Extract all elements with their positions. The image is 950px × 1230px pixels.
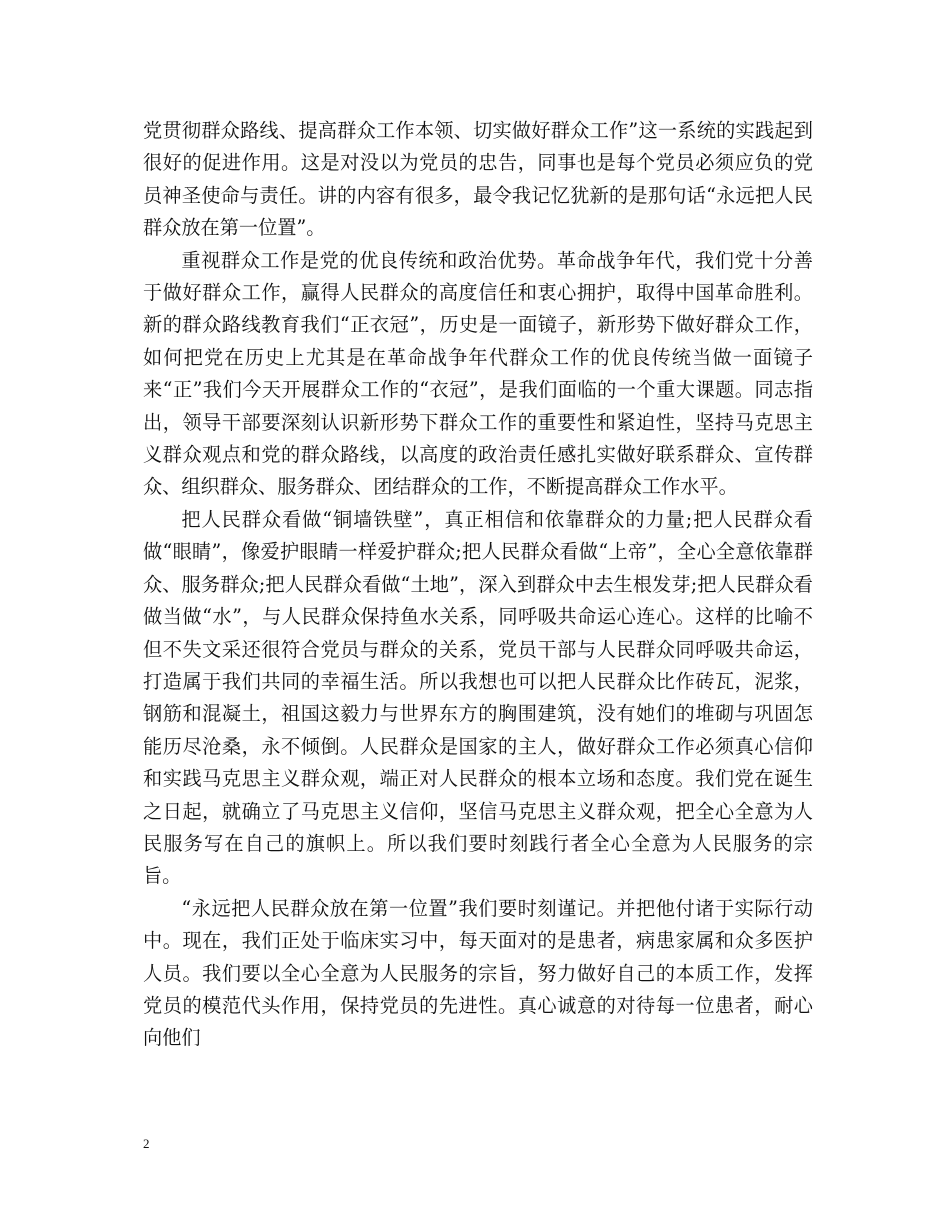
paragraph-1: 党贯彻群众路线、提高群众工作本领、切实做好群众工作”这一系统的实践起到很好的促进作用。这是对没以为党员的忠告，同事也是每个党员必须应负的党员神圣使命与责任。讲的内容有很多，最令我记忆犹新的是那句话“永远把人民群众放在第一位置”。: [143, 119, 813, 240]
body-text: [143, 115, 813, 1055]
paragraph-2: 重视群众工作是党的优良传统和政治优势。革命战争年代，我们党十分善于做好群众工作，赢得人民群众的高度信任和衷心拥护，取得中国革命胜利。新的群众路线教育我们“正衣冠”，历史是一面镜子，新形势下做好群众工作，如何把党在历史上尤其是在革命战争年代群众工作的优良传统当做一面镜子来“正”我们今天开展群众工作的“衣冠”，是我们面临的一个重大课题。同志指出，领导干部要深刻认识新形势下群众工作的重要性和紧迫性，坚持马克思主义群众观点和党的群众路线，以高度的政治责任感扎实做好联系群众、宣传群众、组织群众、服务群众、团结群众的工作，不断提高群众工作水平。: [143, 248, 813, 499]
page-number: 2: [143, 1136, 150, 1151]
paragraph-3: 把人民群众看做“铜墙铁壁”，真正相信和依靠群众的力量;把人民群众看做“眼睛”，像爱护眼睛一样爱护群众;把人民群众看做“上帝”，全心全意依靠群众、服务群众;把人民群众看做“土地”，深入到群众中去生根发芽;把人民群众看做当做“水”，与人民群众保持鱼水关系，同呼吸共命运心连心。这样的比喻不但不失文采还很符合党员与群众的关系，党员干部与人民群众同呼吸共命运，打造属于我们共同的幸福生活。所以我想也可以把人民群众比作砖瓦，泥浆，钢筋和混凝土，祖国这毅力与世界东方的胸围建筑，没有她们的堆砌与巩固怎能历尽沧桑，永不倾倒。人民群众是国家的主人，做好群众工作必须真心信仰和实践马克思主义群众观，端正对人民群众的根本立场和态度。我们党在诞生之日起，就确立了马克思主义信仰，坚信马克思主义群众观，把全心全意为人民服务写在自己的旗帜上。所以我们要时刻践行者全心全意为人民服务的宗旨。: [143, 507, 813, 888]
paragraph-4: “永远把人民群众放在第一位置”我们要时刻谨记。并把他付诸于实际行动中。现在，我们正处于临床实习中，每天面对的是患者，病患家属和众多医护人员。我们要以全心全意为人民服务的宗旨，努力做好自己的本质工作，发挥党员的模范代头作用，保持党员的先进性。真心诚意的对待每一位患者，耐心向他们: [143, 896, 813, 1050]
